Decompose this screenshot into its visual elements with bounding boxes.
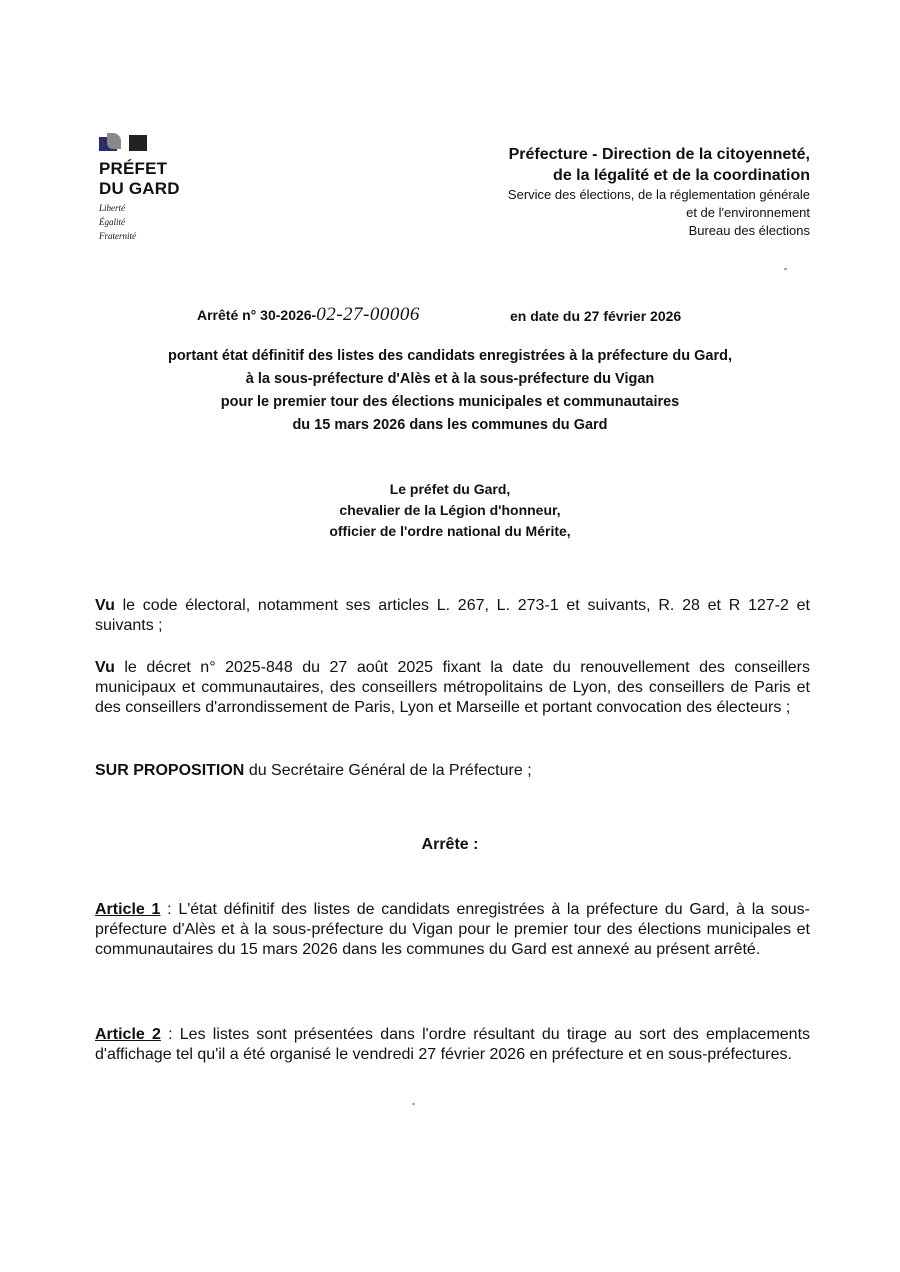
scan-speck: [784, 268, 787, 270]
visa-1-label: Vu: [95, 597, 115, 614]
sur-proposition-text: du Secrétaire Général de la Préfecture ;: [248, 762, 532, 779]
header-line-1: Préfecture - Direction de la citoyenneté,: [508, 146, 810, 163]
subject-line-2: à la sous-préfecture d'Alès et à la sous-préfecture du Vigan: [245, 371, 655, 387]
header-line-2: de la légalité et de la coordination: [553, 167, 810, 184]
marianne-emblem-icon: [99, 133, 151, 151]
header-line-3: Service des élections, de la réglementation générale: [507, 187, 810, 202]
arrete-heading: Arrête :: [421, 836, 479, 853]
arrete-number-handwritten: 02-27-00006: [316, 304, 420, 325]
prefet-line-2: chevalier de la Légion d'honneur,: [339, 502, 561, 518]
visa-2-label: Vu: [95, 659, 115, 676]
arrete-date: en date du 27 février 2026: [510, 308, 682, 324]
header-line-4: et de l'environnement: [686, 205, 810, 220]
prefet-line-3: officier de l'ordre national du Mérite,: [329, 523, 571, 539]
motto-liberte: Liberté: [99, 203, 125, 213]
issuing-service-header: [390, 144, 810, 240]
article-1-label: Article 1: [95, 901, 161, 918]
article-1-text: L'état définitif des listes de candidats enregistrées à la préfecture du Gard, à la sous-préfecture d'Alès et à la sous-préfecture du Vigan pour le premier tour des élections municipales et communautaires du 15 mars 2026 dans les communes du Gard est annexé au présent arrêté.: [95, 901, 810, 958]
visa-2-text: le décret n° 2025-848 du 27 août 2025 fixant la date du renouvellement des conseillers municipaux et communautaires, des conseillers métropolitains de Lyon, des conseillers de Paris et des conseillers d'arrondissement de Paris, Lyon et Marseille et portant convocation des électeurs ;: [95, 659, 811, 716]
article-1: Article 1 : L'état définitif des listes de candidats enregistrées à la préfecture du Gard, à la sous-préfecture d'Alès et à la sous-préfecture du Vigan pour le premier tour des élections municipales et communautaires du 15 mars 2026 dans les communes du Gard est annexé au présent arrêté.: [95, 901, 810, 958]
visa-1-text: le code électoral, notamment ses articles L. 267, L. 273-1 et suivants, R. 28 et R 127-2 et suivants ;: [95, 597, 811, 634]
sur-proposition: [95, 761, 810, 781]
article-2-text: Les listes sont présentées dans l'ordre résultant du tirage au sort des emplacements d'affichage tel qu'il a été organisé le vendredi 27 février 2026 en préfecture et en sous-préfectures.: [95, 1026, 811, 1063]
article-2: Article 2 : Les listes sont présentées dans l'ordre résultant du tirage au sort des emplacements d'affichage tel qu'il a été organisé le vendredi 27 février 2026 en préfecture et en sous-préfectures.: [95, 1026, 811, 1063]
motto-fraternite: Fraternité: [99, 231, 136, 241]
prefet-logo: [99, 133, 209, 241]
logo-line-2: DU GARD: [99, 179, 180, 198]
subject-line-3: pour le premier tour des élections municipales et communautaires: [220, 394, 680, 410]
arrete-number: [197, 304, 420, 326]
arrete-number-prefix: Arrêté n° 30-2026-: [197, 307, 317, 323]
article-2-label: Article 2: [95, 1026, 161, 1043]
logo-line-1: PRÉFET: [99, 159, 168, 178]
subject-line-4: du 15 mars 2026 dans les communes du Gard: [292, 417, 608, 433]
prefet-line-1: Le préfet du Gard,: [389, 481, 511, 497]
prefet-title: [290, 479, 610, 542]
visa-code-electoral: [95, 596, 810, 636]
subject-line-1: portant état définitif des listes des candidats enregistrées à la préfecture du Gard,: [167, 348, 733, 364]
header-line-5: Bureau des élections: [688, 223, 810, 238]
visa-decret: [95, 658, 810, 718]
arrete-subject: [100, 345, 800, 437]
sur-proposition-label: SUR PROPOSITION: [95, 762, 245, 779]
motto-egalite: Égalité: [99, 217, 125, 227]
scan-speck: [412, 1103, 415, 1105]
